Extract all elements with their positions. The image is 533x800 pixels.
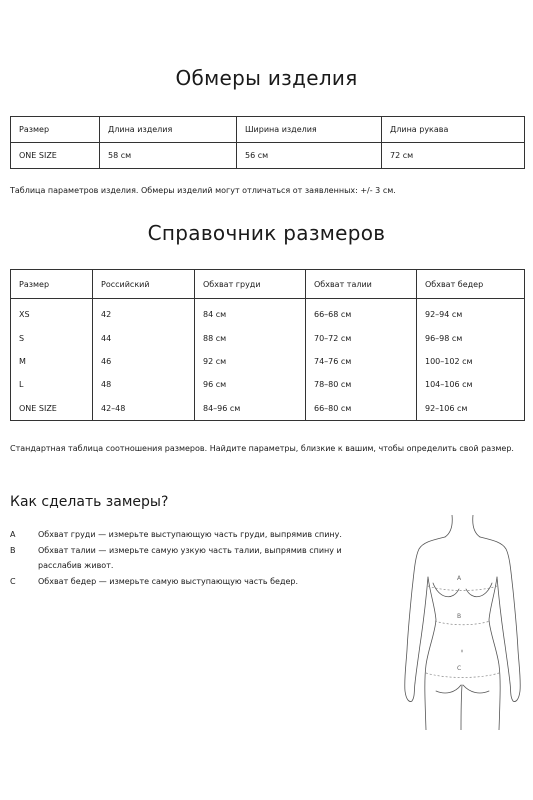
table-row	[11, 350, 525, 373]
header-cell: Обхват талии	[306, 270, 417, 299]
table-cell: 44	[93, 326, 195, 349]
table-cell: 42–48	[93, 397, 195, 421]
size-guide-note: Стандартная таблица соотношения размеров. Найдите параметры, близкие к вашим, чтобы определить свой размер.	[10, 444, 514, 453]
table-cell: XS	[11, 299, 93, 327]
table-cell: 100–102 см	[417, 350, 525, 373]
item-text: Обхват талии — измерьте самую узкую часть талии, выпрямив спину и расслабив живот.	[38, 546, 342, 570]
size-guide-title: Справочник размеров	[147, 221, 386, 245]
table-cell: ONE SIZE	[11, 397, 93, 421]
product-table-note: Таблица параметров изделия. Обмеры изделий могут отличаться от заявленных: +/- 3 см.	[10, 186, 396, 195]
table-cell: 92 см	[195, 350, 306, 373]
item-text: Обхват груди — измерьте выступающую часть груди, выпрямив спину.	[38, 530, 342, 539]
table-cell: 74–76 см	[306, 350, 417, 373]
header-cell: Обхват бедер	[417, 270, 525, 299]
header-cell: Ширина изделия	[237, 117, 382, 143]
item-letter: C	[10, 577, 16, 586]
table-row	[11, 326, 525, 349]
table-cell: 58 см	[100, 143, 237, 169]
product-measurements-title: Обмеры изделия	[175, 66, 358, 90]
table-cell: L	[11, 373, 93, 396]
table-cell: M	[11, 350, 93, 373]
measurement-instructions	[10, 527, 370, 590]
table-cell: 88 см	[195, 326, 306, 349]
table-cell: 78–80 см	[306, 373, 417, 396]
table-cell: 92–94 см	[417, 299, 525, 327]
table-cell: 96 см	[195, 373, 306, 396]
list-item	[10, 543, 370, 573]
table-cell: 104–106 см	[417, 373, 525, 396]
table-cell: 66–80 см	[306, 397, 417, 421]
header-cell: Размер	[11, 117, 100, 143]
header-cell: Длина рукава	[382, 117, 525, 143]
table-cell: 96–98 см	[417, 326, 525, 349]
size-guide-table	[10, 269, 525, 421]
table-cell: 70–72 см	[306, 326, 417, 349]
table-cell: S	[11, 326, 93, 349]
body-measurement-figure-icon	[395, 515, 530, 730]
list-item	[10, 574, 370, 589]
table-cell: 72 см	[382, 143, 525, 169]
header-cell: Обхват груди	[195, 270, 306, 299]
table-row	[11, 397, 525, 421]
header-cell: Размер	[11, 270, 93, 299]
table-cell: 92–106 см	[417, 397, 525, 421]
table-cell: 84 см	[195, 299, 306, 327]
header-cell: Российский	[93, 270, 195, 299]
table-row	[11, 373, 525, 396]
header-cell: Длина изделия	[100, 117, 237, 143]
item-letter: B	[10, 546, 16, 555]
product-measurements-table	[10, 116, 525, 169]
table-cell: 42	[93, 299, 195, 327]
table-cell: 84–96 см	[195, 397, 306, 421]
how-to-measure-title: Как сделать замеры?	[10, 494, 169, 510]
figure-label-a: A	[457, 575, 462, 582]
table-header-row	[11, 270, 525, 299]
list-item	[10, 527, 370, 542]
table-cell: 66–68 см	[306, 299, 417, 327]
table-cell: 46	[93, 350, 195, 373]
table-row	[11, 143, 525, 169]
table-cell: ONE SIZE	[11, 143, 100, 169]
table-cell: 48	[93, 373, 195, 396]
table-header-row	[11, 117, 525, 143]
figure-label-b: B	[457, 613, 462, 620]
table-cell: 56 см	[237, 143, 382, 169]
table-row	[11, 299, 525, 327]
figure-label-c: C	[457, 665, 462, 672]
item-text: Обхват бедер — измерьте самую выступающую часть бедер.	[38, 577, 299, 586]
item-letter: A	[10, 530, 16, 539]
